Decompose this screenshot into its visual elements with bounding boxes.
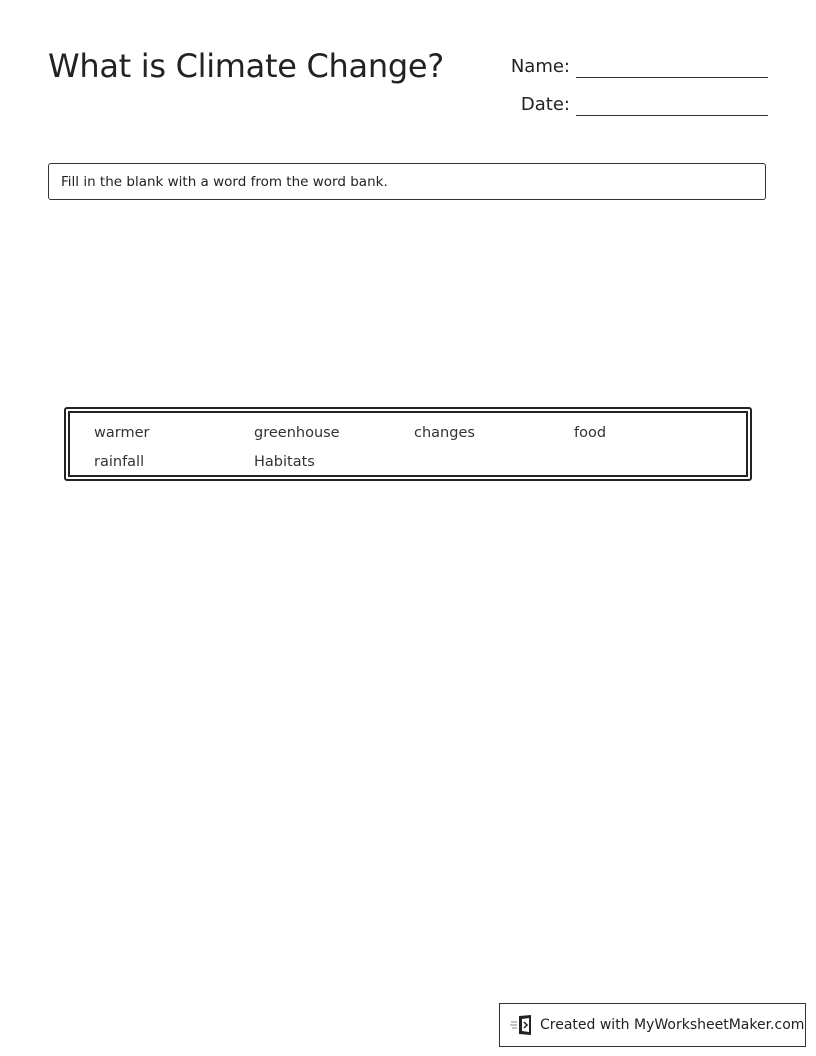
word-bank-item: rainfall <box>94 454 145 470</box>
worksheet-maker-logo-icon <box>510 1014 534 1036</box>
word-bank-item: Habitats <box>254 454 315 470</box>
word-bank-item: greenhouse <box>254 425 340 441</box>
date-label: Date: <box>520 94 570 115</box>
worksheet-title: What is Climate Change? <box>48 47 444 85</box>
name-line[interactable] <box>576 53 768 78</box>
instructions-box <box>48 163 766 200</box>
word-bank-grid <box>68 411 748 477</box>
word-bank-item: changes <box>414 425 475 441</box>
word-bank <box>64 407 752 481</box>
name-label: Name: <box>510 56 570 77</box>
instructions-text: Fill in the blank with a word from the word bank. <box>61 173 388 190</box>
date-field <box>500 91 768 116</box>
date-line[interactable] <box>576 91 768 116</box>
footer-text: Created with MyWorksheetMaker.com <box>540 1017 805 1033</box>
name-field <box>500 53 768 78</box>
footer-credit[interactable] <box>499 1003 806 1047</box>
word-bank-item: warmer <box>94 425 150 441</box>
word-bank-item: food <box>574 425 607 441</box>
